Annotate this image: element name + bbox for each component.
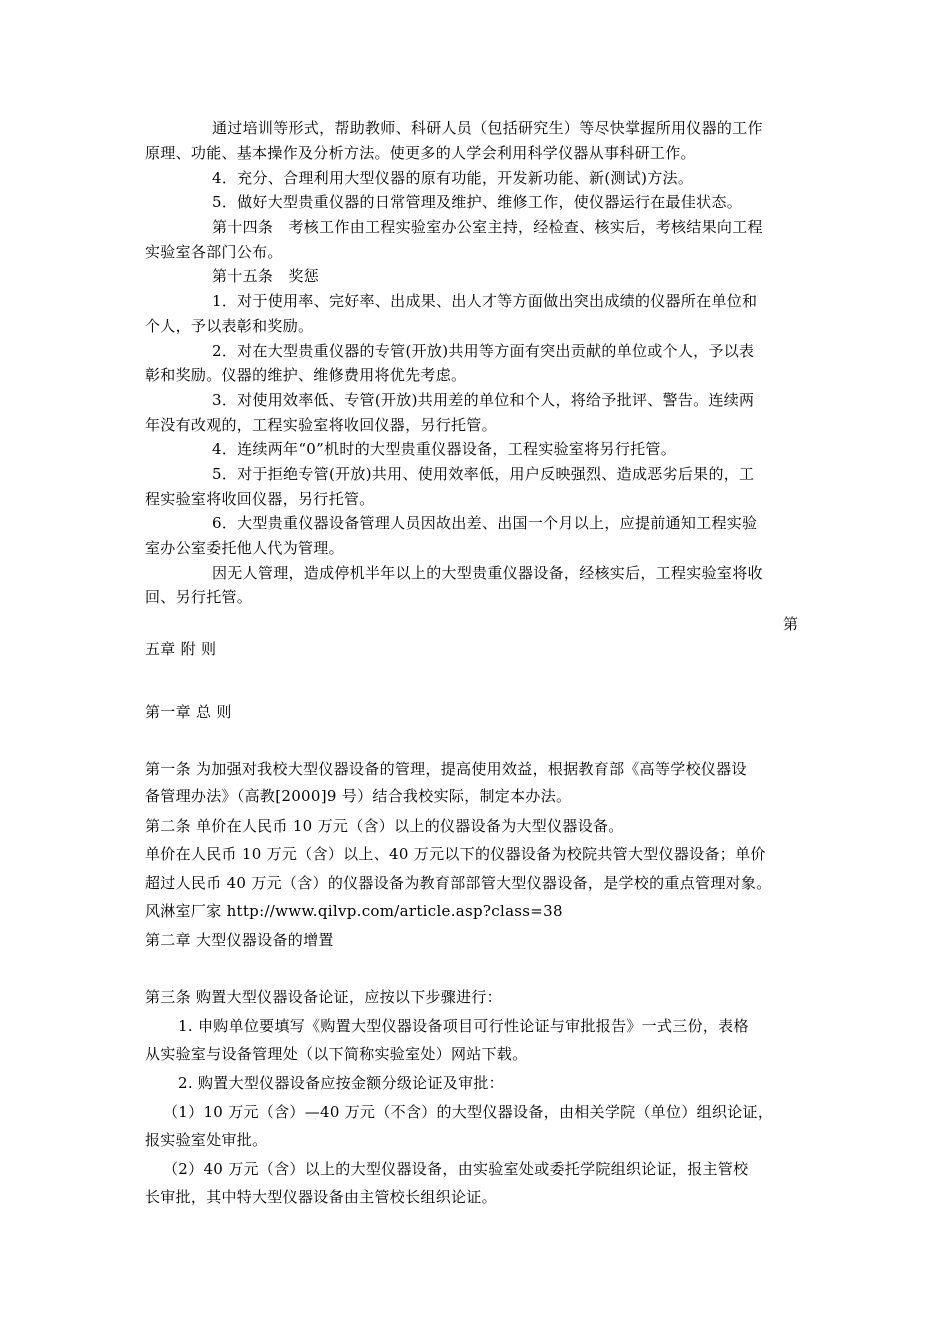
paragraph-line: 4．充分、合理利用大型仪器的原有功能，开发新功能、新(测试)方法。	[212, 169, 694, 187]
paragraph-line: 单价在人民币 10 万元（含）以上、40 万元以下的仪器设备为校院共管大型仪器设备；单价	[145, 845, 766, 863]
paragraph-line: 程实验室将收回仪器，另行托管。	[145, 490, 375, 508]
paragraph-line: 通过培训等形式，帮助教师、科研人员（包括研究生）等尽快掌握所用仪器的工作	[212, 119, 763, 137]
paragraph-line: 个人，予以表彰和奖励。	[145, 317, 314, 335]
paragraph-line: 2. 购置大型仪器设备应按金额分级论证及审批：	[178, 1074, 504, 1092]
paragraph-line: 5．对于拒绝专管(开放)共用、使用效率低，用户反映强烈、造成恶劣后果的，工	[212, 465, 755, 483]
paragraph-line: 3．对使用效率低、专管(开放)共用差的单位和个人，将给予批评、警告。连续两	[212, 391, 755, 409]
paragraph-line: 2．对在大型贵重仪器的专管(开放)共用等方面有突出贡献的单位或个人，予以表	[212, 342, 755, 360]
paragraph-line: （2）40 万元（含）以上的大型仪器设备，由实验室处或委托学院组织论证，报主管校	[163, 1160, 749, 1178]
paragraph-line: 6．大型贵重仪器设备管理人员因故出差、出国一个月以上，应提前通知工程实验	[212, 514, 758, 532]
paragraph-line: （1）10 万元（含）—40 万元（不含）的大型仪器设备，由相关学院（单位）组织论证，	[163, 1103, 774, 1121]
chapter-5-heading: 五章 附 则	[145, 640, 217, 658]
paragraph-line: 从实验室与设备管理处（以下简称实验室处）网站下载。	[145, 1045, 528, 1063]
paragraph-line: 1．对于使用率、完好率、出成果、出人才等方面做出突出成绩的仪器所在单位和	[212, 292, 758, 310]
paragraph-line: 5．做好大型贵重仪器的日常管理及维护、维修工作，使仪器运行在最佳状态。	[212, 193, 743, 211]
article-2-line: 第二条 单价在人民币 10 万元（含）以上的仪器设备为大型仪器设备。	[145, 817, 624, 835]
paragraph-line: 超过人民币 40 万元（含）的仪器设备为教育部部管大型仪器设备，是学校的重点管理对象。	[145, 874, 772, 892]
chapter-2-heading: 第二章 大型仪器设备的增置	[145, 931, 334, 949]
paragraph-line: 长审批，其中特大型仪器设备由主管校长组织论证。	[145, 1188, 497, 1206]
paragraph-line: 因无人管理，造成停机半年以上的大型贵重仪器设备，经核实后，工程实验室将收	[212, 564, 763, 582]
paragraph-line: 1. 申购单位要填写《购置大型仪器设备项目可行性论证与审批报告》一式三份，表格	[178, 1017, 749, 1035]
paragraph-line: 彰和奖励。仪器的维护、维修费用将优先考虑。	[145, 366, 467, 384]
paragraph-line: 实验室各部门公布。	[145, 243, 283, 261]
url-line: 风淋室厂家 http://www.qilvp.com/article.asp?class=38	[145, 902, 563, 920]
article-3-line: 第三条 购置大型仪器设备论证，应按以下步骤进行：	[145, 988, 502, 1006]
paragraph-line: 室办公室委托他人代为管理。	[145, 539, 344, 557]
article-15-heading: 第十五条 奖惩	[212, 267, 320, 285]
paragraph-line: 原理、功能、基本操作及分析方法。使更多的人学会利用科学仪器从事科研工作。	[145, 144, 696, 162]
paragraph-line: 年没有改观的，工程实验室将收回仪器，另行托管。	[145, 416, 497, 434]
chapter-label-fragment: 第	[783, 615, 799, 633]
article-1-line: 第一条 为加强对我校大型仪器设备的管理，提高使用效益，根据教育部《高等学校仪器设	[145, 760, 747, 778]
paragraph-line: 回、另行托管。	[145, 588, 253, 606]
chapter-1-heading: 第一章 总 则	[145, 703, 232, 721]
paragraph-line: 4．连续两年“0”机时的大型贵重仪器设备，工程实验室将另行托管。	[212, 440, 677, 458]
paragraph-line: 备管理办法》（高教[2000]9 号）结合我校实际，制定本办法。	[145, 787, 572, 805]
paragraph-line: 报实验室处审批。	[145, 1131, 268, 1149]
article-14-line: 第十四条 考核工作由工程实验室办公室主持，经检查、核实后，考核结果向工程	[212, 218, 763, 236]
